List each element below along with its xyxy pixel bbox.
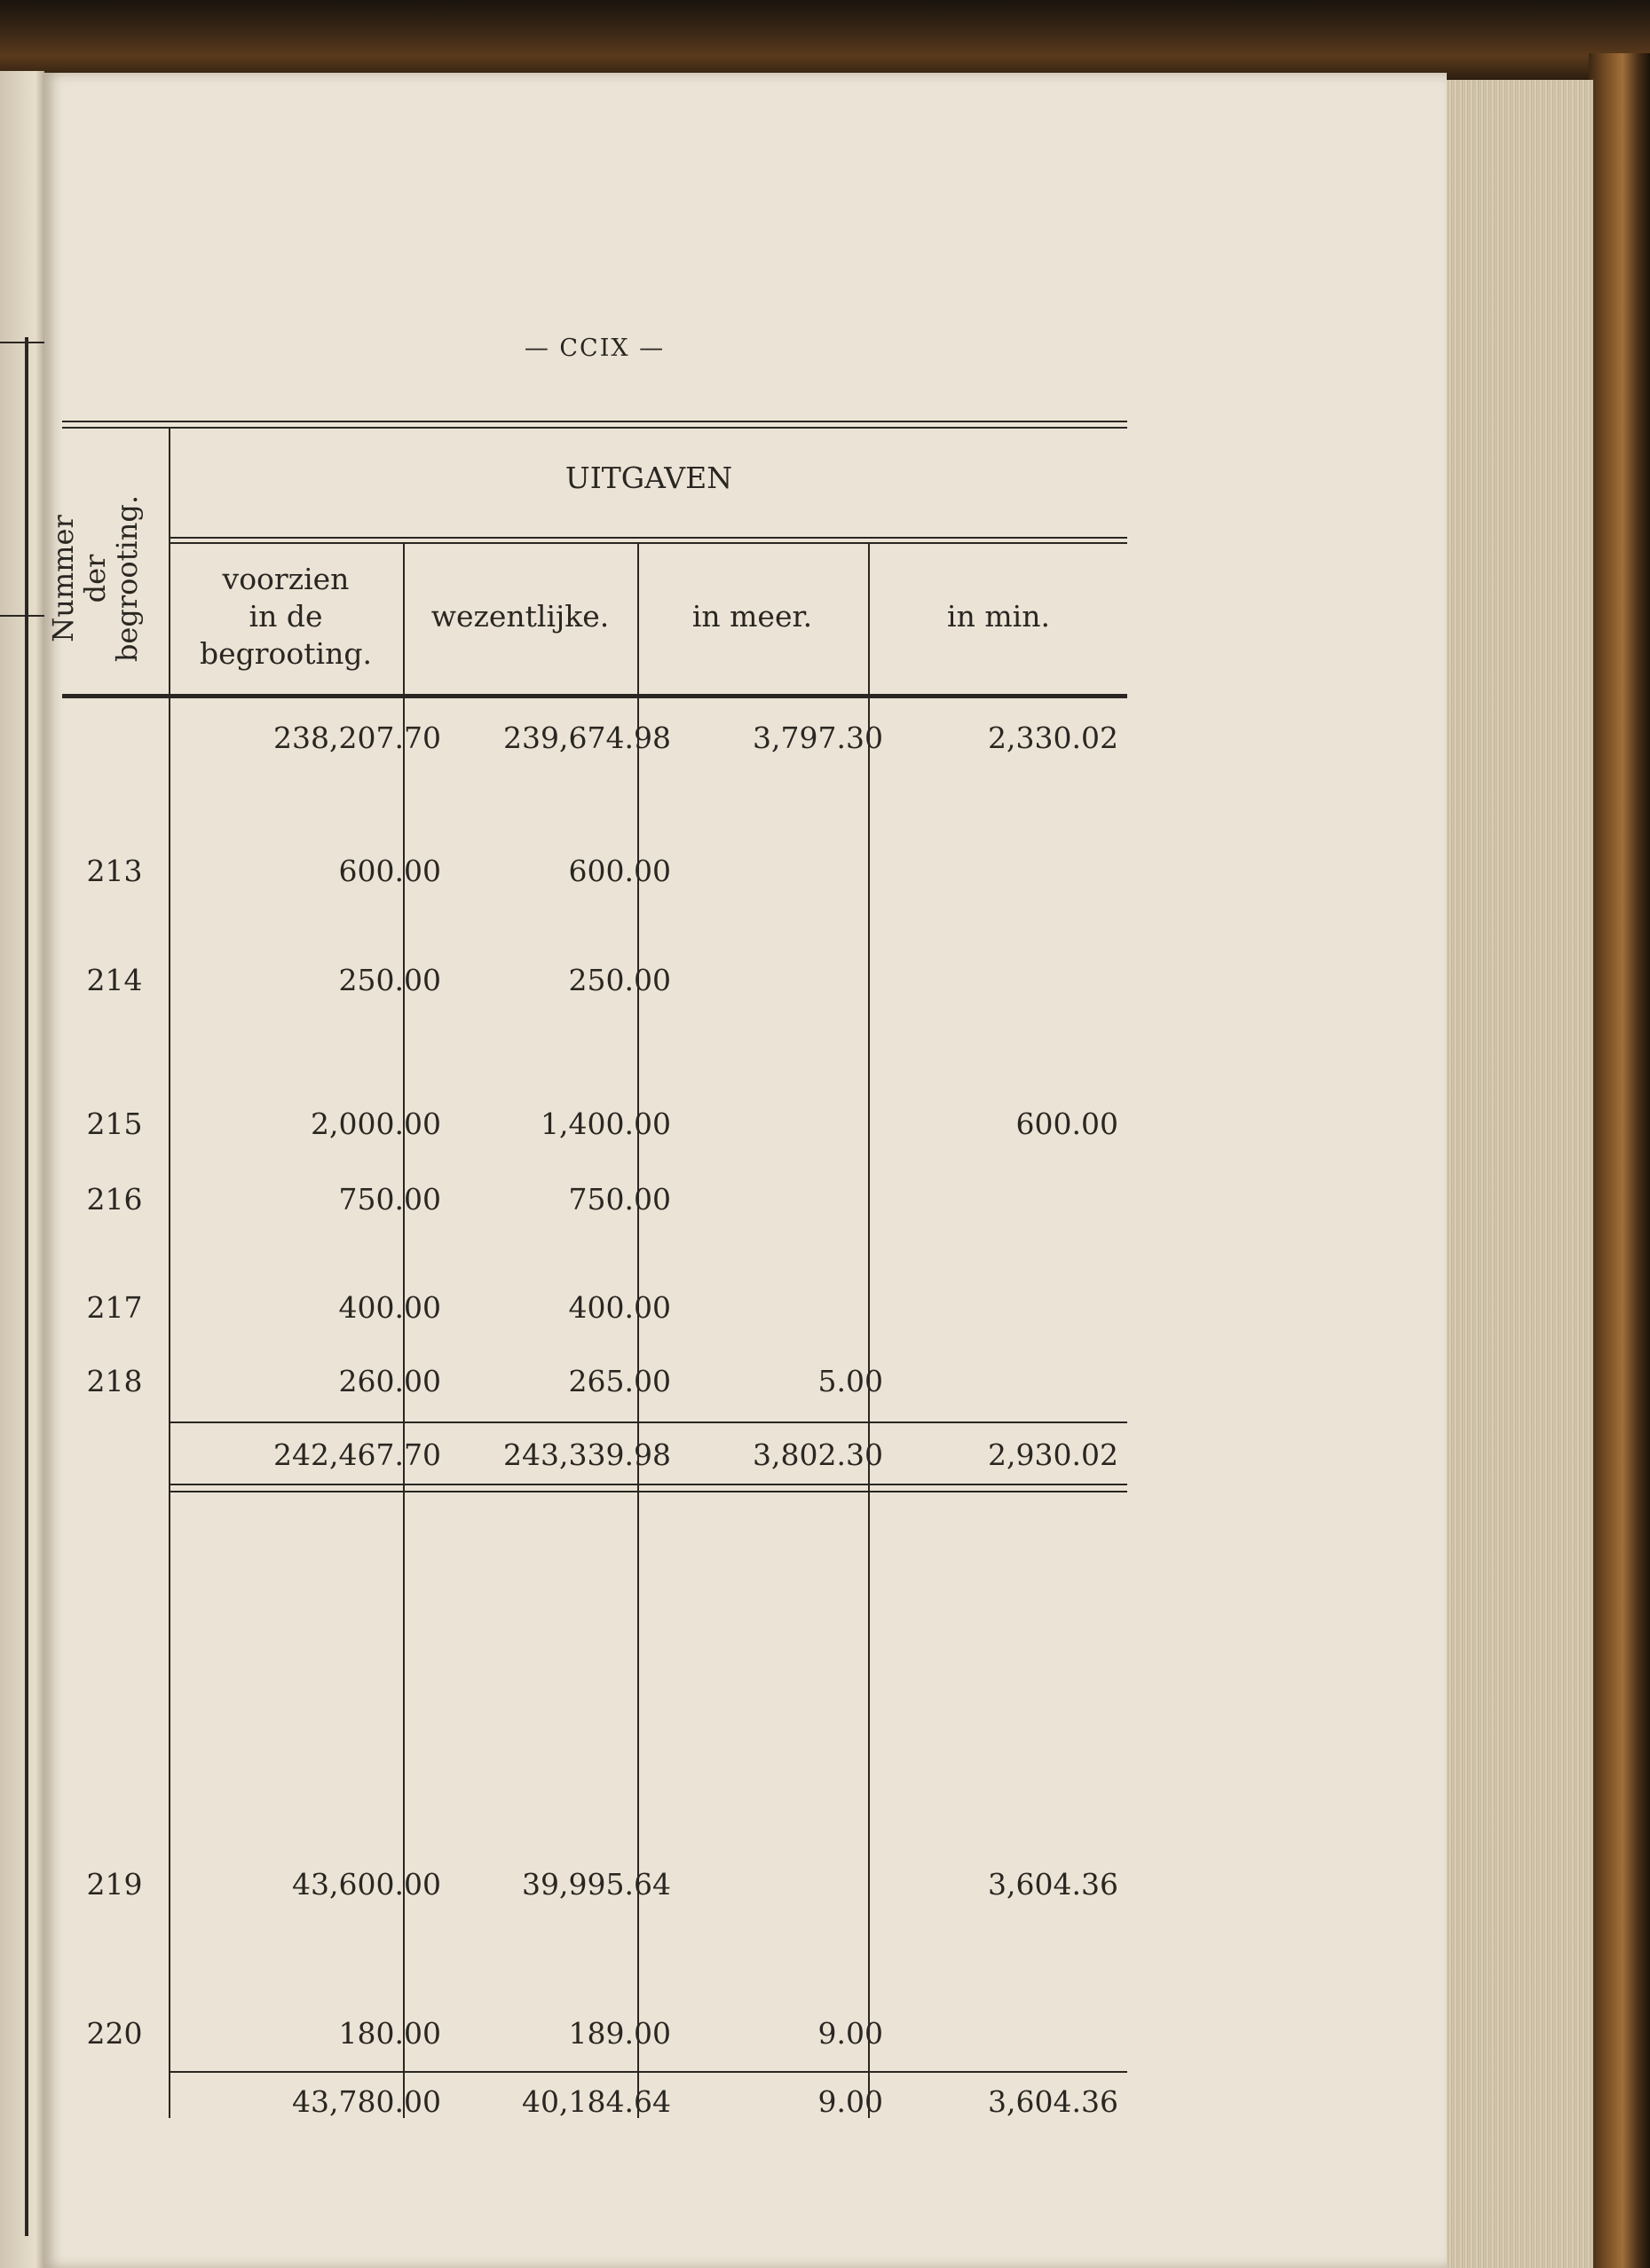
cell-wezentlijke: 750.00 <box>568 1182 671 1217</box>
cell-wezentlijke: 600.00 <box>568 854 671 888</box>
cell-wezentlijke: 39,995.64 <box>522 1867 671 1902</box>
header-voorzien <box>170 561 401 673</box>
page-stack-edges <box>1447 80 1593 2268</box>
table-rule <box>170 2071 1127 2073</box>
row-number: 217 <box>86 1290 143 1325</box>
cell-voorzien: 43,600.00 <box>292 1867 441 1902</box>
row-number: 220 <box>86 2016 143 2051</box>
facing-page-edge <box>0 71 44 2268</box>
header-uitgaven: UITGAVEN <box>564 461 733 495</box>
row-number: 218 <box>86 1364 143 1398</box>
cell-wezentlijke: 1,400.00 <box>541 1106 671 1141</box>
cell-in-meer <box>683 1862 883 1907</box>
row-number: 216 <box>86 1182 143 1217</box>
table-rule <box>62 694 1127 698</box>
header-nummer-line: Nummer <box>46 515 80 642</box>
cell-in-min <box>910 849 1118 894</box>
row-number: 213 <box>86 854 143 888</box>
cell-in-min: 3,604.36 <box>988 1867 1118 1902</box>
cell-voorzien: 250.00 <box>338 963 441 997</box>
book-cover-edge <box>1589 53 1650 2268</box>
cell-in-min: 2,930.02 <box>988 1437 1118 1472</box>
page-header: — CCIX — <box>524 335 666 362</box>
cell-voorzien: 750.00 <box>338 1182 441 1217</box>
row-number: 219 <box>86 1867 143 1902</box>
facing-page-rule <box>0 615 44 617</box>
row-number: 215 <box>86 1106 143 1141</box>
header-voorzien-line: in de <box>249 599 323 634</box>
cell-voorzien: 2,000.00 <box>311 1106 441 1141</box>
cell-in-meer <box>683 958 883 1003</box>
cell-in-meer <box>683 1177 883 1222</box>
book-cover-top <box>0 0 1650 80</box>
cell-in-min <box>910 1286 1118 1330</box>
row-number <box>62 716 167 760</box>
table-rule <box>62 427 1127 429</box>
table-rule <box>170 1491 1127 1492</box>
cell-in-meer: 9.00 <box>817 2016 883 2051</box>
cell-in-meer: 5.00 <box>817 1364 883 1398</box>
facing-page-rule <box>25 337 28 2236</box>
table-rule <box>62 421 1127 422</box>
facing-page-rule <box>0 342 44 343</box>
cell-in-min: 2,330.02 <box>988 721 1118 755</box>
row-number: 214 <box>86 963 143 997</box>
cell-in-meer: 3,797.30 <box>753 721 883 755</box>
cell-wezentlijke: 189.00 <box>568 2016 671 2051</box>
cell-in-meer <box>683 1102 883 1146</box>
cell-in-min: 600.00 <box>1015 1106 1118 1141</box>
header-in-min: in min. <box>947 599 1050 634</box>
cell-wezentlijke: 400.00 <box>568 1290 671 1325</box>
table-rule <box>170 1421 1127 1423</box>
header-in-meer: in meer. <box>691 599 813 634</box>
cell-wezentlijke: 239,674.98 <box>503 721 671 755</box>
cell-wezentlijke: 243,339.98 <box>503 1437 671 1472</box>
header-nummer-line: der <box>78 554 112 603</box>
expenditure-table <box>46 410 1127 2131</box>
cell-voorzien: 260.00 <box>338 1364 441 1398</box>
cell-voorzien: 400.00 <box>338 1290 441 1325</box>
cell-in-meer: 3,802.30 <box>753 1437 883 1472</box>
cell-voorzien: 180.00 <box>338 2016 441 2051</box>
header-voorzien-line: begrooting. <box>200 636 372 671</box>
cell-wezentlijke: 265.00 <box>568 1364 671 1398</box>
table-rule <box>170 537 1127 539</box>
cell-wezentlijke: 40,184.64 <box>522 2084 671 2119</box>
cell-voorzien: 238,207.70 <box>273 721 441 755</box>
row-number <box>62 1433 167 1477</box>
header-voorzien-line: voorzien <box>222 562 350 596</box>
cell-in-meer: 9.00 <box>817 2084 883 2119</box>
cell-in-meer <box>683 849 883 894</box>
cell-in-min <box>910 958 1118 1003</box>
cell-in-min: 3,604.36 <box>988 2084 1118 2119</box>
cell-voorzien: 600.00 <box>338 854 441 888</box>
cell-voorzien: 43,780.00 <box>292 2084 441 2119</box>
row-number <box>62 2080 167 2124</box>
table-rule <box>170 542 1127 544</box>
cell-in-min <box>910 1359 1118 1404</box>
header-nummer <box>46 472 144 685</box>
cell-wezentlijke: 250.00 <box>568 963 671 997</box>
book-page <box>44 73 1447 2268</box>
table-rule <box>170 1484 1127 1485</box>
cell-in-min <box>910 2012 1118 2056</box>
cell-voorzien: 242,467.70 <box>273 1437 441 1472</box>
cell-in-meer <box>683 1286 883 1330</box>
header-nummer-line: begrooting. <box>110 494 144 663</box>
header-wezentlijke: wezentlijke. <box>430 599 610 634</box>
cell-in-min <box>910 1177 1118 1222</box>
